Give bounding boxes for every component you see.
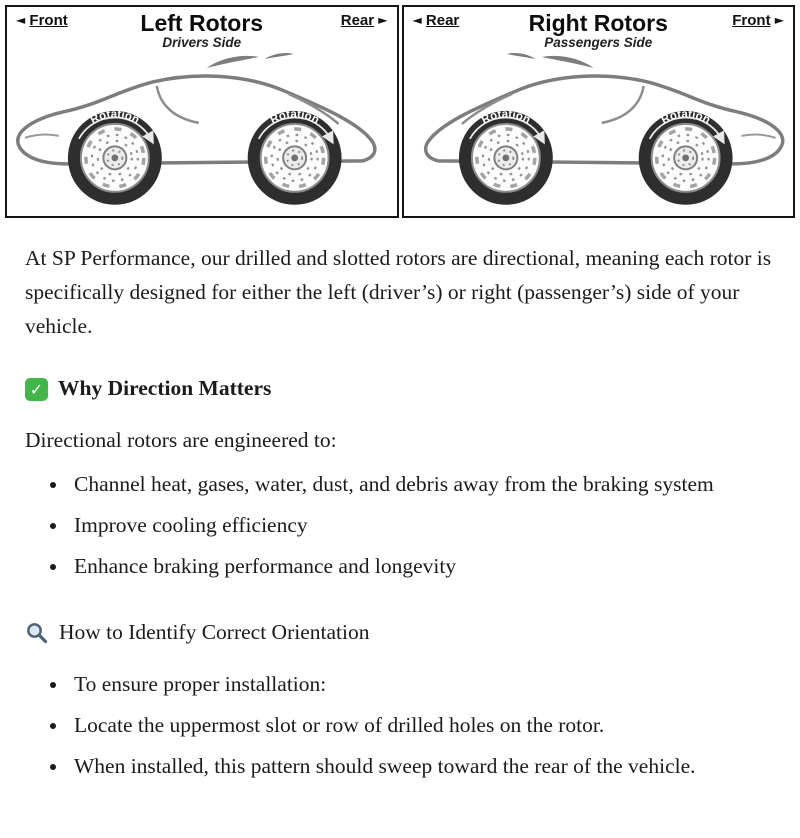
panel-title: Right Rotors <box>528 10 668 36</box>
bullet-item: • When installed, this pattern should sweep toward the rear of the vehicle. <box>69 750 775 784</box>
direction-text: Front <box>29 12 68 29</box>
front-direction-label <box>16 12 68 29</box>
heading-text: Why Direction Matters <box>58 376 272 401</box>
check-icon: ✓ <box>25 378 48 401</box>
heading-text: How to Identify Correct Orientation <box>59 619 370 644</box>
car-illustration-left <box>7 46 397 216</box>
right-rotors-panel <box>402 5 796 218</box>
arrow-right-icon: ► <box>774 13 784 27</box>
rear-direction-label <box>413 12 460 29</box>
front-direction-label <box>732 12 784 29</box>
panel-subtitle: Passengers Side <box>544 35 653 51</box>
benefits-list <box>25 468 775 584</box>
intro-paragraph: At SP Performance, our drilled and slotted rotors are directional, meaning each rotor is specifically designed for either the left (driver’s) or right (passenger’s) side of your vehicle. <box>25 246 772 339</box>
panel-title: Left Rotors <box>140 10 264 36</box>
bullet-item: • Channel heat, gases, water, dust, and debris away from the braking system <box>69 468 775 502</box>
rear-direction-label <box>341 12 388 29</box>
left-rotors-panel <box>5 5 399 218</box>
section-heading-why-direction-matters <box>25 372 775 406</box>
article-content <box>0 218 800 838</box>
bullet-item: • Enhance braking performance and longevity <box>69 550 775 584</box>
arrow-right-icon: ► <box>378 13 388 27</box>
direction-text: Front <box>732 12 771 29</box>
arrow-left-icon: ◄ <box>412 13 422 27</box>
bullet-item: • Improve cooling efficiency <box>69 509 775 543</box>
right-panel-header <box>404 7 794 50</box>
section-heading-identify-orientation <box>25 616 775 650</box>
left-panel-header <box>7 7 397 50</box>
direction-text: Rear <box>340 12 375 29</box>
bullet-item: • To ensure proper installation: <box>69 668 775 702</box>
magnifier-icon <box>25 621 49 645</box>
orientation-list <box>25 668 775 784</box>
rotor-direction-diagram <box>0 0 800 218</box>
direction-text: Rear <box>425 12 460 29</box>
bullet-item: • Locate the uppermost slot or row of drilled holes on the rotor. <box>69 709 775 743</box>
panel-subtitle: Drivers Side <box>162 35 242 51</box>
arrow-left-icon: ◄ <box>16 13 26 27</box>
lead-paragraph: Directional rotors are engineered to: <box>25 428 337 453</box>
car-illustration-right <box>404 46 794 216</box>
